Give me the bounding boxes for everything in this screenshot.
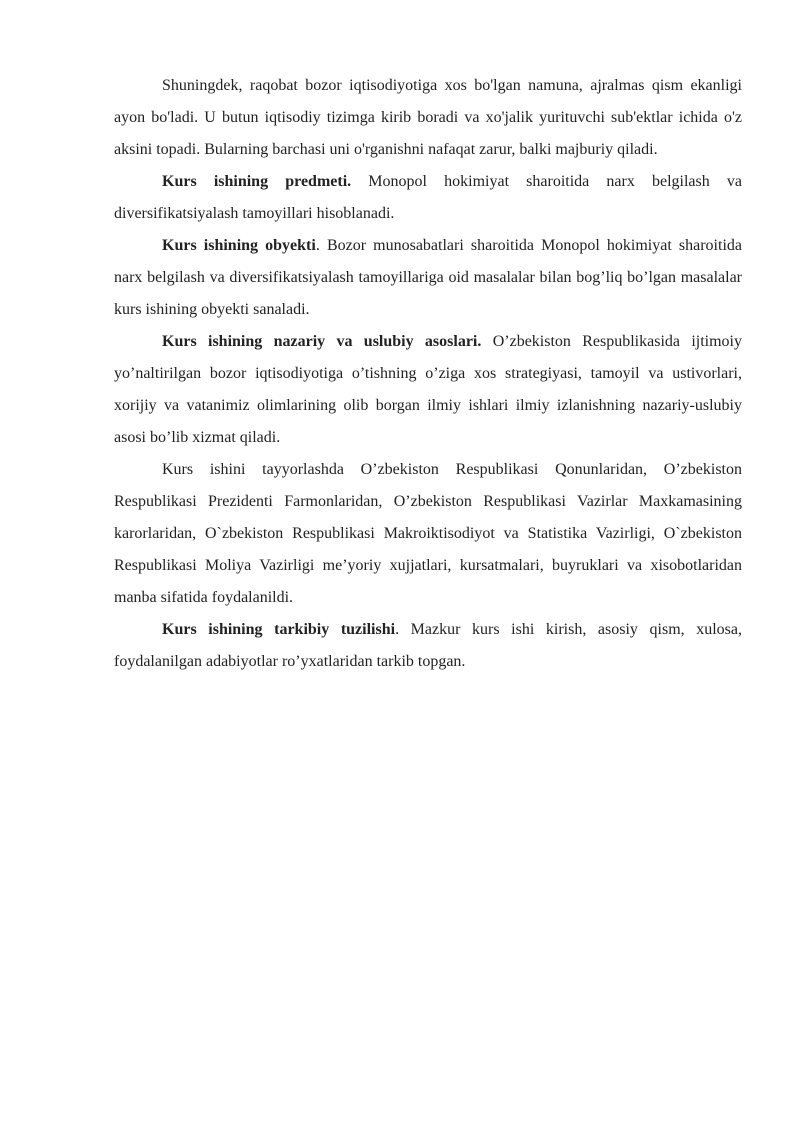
paragraph-lead: Kurs ishining nazariy va uslubiy asoslari.	[162, 333, 482, 350]
paragraph-sources	[114, 454, 742, 614]
paragraph-text: . Bozor munosabatlari sharoitida Monopol hokimiyat sharoitida narx belgilash va diversifikatsiyalash tamoyillariga oid masalalar bilan bog’liq bo’lgan masalalar kurs ishining obyekti sanaladi.	[114, 237, 742, 318]
paragraph-text: Monopol hokimiyat sharoitida narx belgilash va diversifikatsiyalash tamoyillari hisoblanadi.	[114, 173, 743, 222]
paragraph-intro	[114, 70, 742, 166]
paragraph-text: O’zbekiston Respublikasida ijtimoiy yo’naltirilgan bozor iqtisodiyotiga o’tishning o’ziga xos strategiyasi, tamoyil va ustivorlari, xorijiy va vatanimiz olimlarining olib borgan ilmiy ishlari ilmiy izlanishning nazariy-uslubiy asosi bo’lib xizmat qiladi.	[114, 333, 742, 446]
paragraph-object	[114, 230, 742, 326]
paragraph-text: . Mazkur kurs ishi kirish, asosiy qism, xulosa, foydalanilgan adabiyotlar ro’yxatlaridan tarkib topgan.	[114, 621, 743, 670]
paragraph-subject	[114, 166, 742, 230]
paragraph-text: Kurs ishini tayyorlashda O’zbekiston Respublikasi Qonunlaridan, O’zbekiston Respublikasi Prezidenti Farmonlaridan, O’zbekiston Respublikasi Vazirlar Maxkamasining karorlaridan, O`zbekiston Respublikasi Makroiktisodiyot va Statistika Vazirligi, O`zbekiston Respublikasi Moliya Vazirligi me’yoriy xujjatlari, kursatmalari, buyruklari va xisobotlaridan manba sifatida foydalanildi.	[114, 461, 742, 606]
document-body	[114, 70, 742, 678]
paragraph-text: Shuningdek, raqobat bozor iqtisodiyotiga xos bo'lgan namuna, ajralmas qism ekanligi ayon bo'ladi. U butun iqtisodiy tizimga kirib boradi va xo'jalik yurituvchi sub'ektlar ichida o'z aksini topadi. Bularning barchasi uni o'rganishni nafaqat zarur, balki majburiy qiladi.	[114, 77, 742, 158]
paragraph-structure	[114, 614, 742, 678]
paragraph-lead: Kurs ishining predmeti.	[162, 173, 352, 190]
paragraph-lead: Kurs ishining tarkibiy tuzilishi	[162, 621, 396, 638]
paragraph-foundations	[114, 326, 742, 454]
paragraph-lead: Kurs ishining obyekti	[162, 237, 316, 254]
